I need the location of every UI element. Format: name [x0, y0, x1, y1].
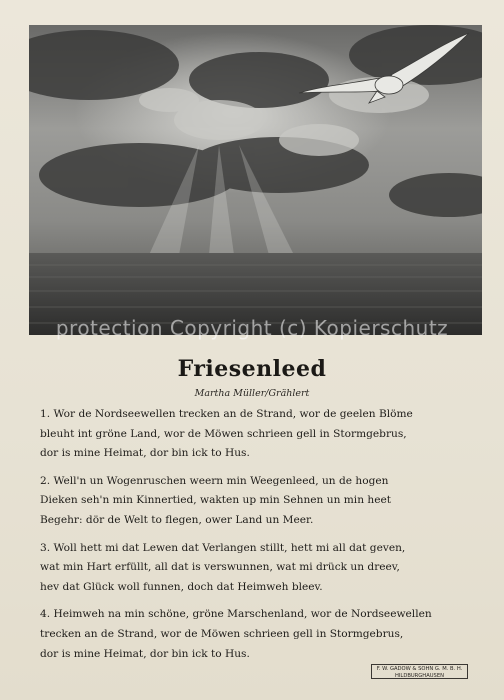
- imprint-line-2: HILDBURGHAUSEN: [395, 672, 444, 679]
- seagull-over-sea-image: [29, 25, 482, 335]
- song-author: Martha Müller/Grählert: [194, 388, 310, 399]
- song-verses: [40, 405, 480, 672]
- verse-3: [40, 539, 480, 598]
- publisher-imprint: [371, 664, 468, 679]
- verse-line: wat min Hart erfüllt, all dat is verswunnen, wat mi drück un dreev,: [40, 561, 400, 574]
- verse-line: hev dat Glück woll funnen, doch dat Heimweh bleev.: [40, 580, 323, 593]
- watermark-text: protection Copyright (c) Kopierschutz: [55, 316, 449, 340]
- imprint-line-1: F. W. GADOW & SOHN G. M. B. H.: [376, 666, 463, 672]
- verse-2: [40, 472, 480, 531]
- verse-line: Dieken seh'n min Kinnertied, wakten up min Sehnen un min heet: [40, 494, 392, 507]
- verse-line: 1. Wor de Nordseewellen trecken an de Strand, wor de geelen Blöme: [40, 408, 413, 420]
- verse-line: 2. Well'n un Wogenruschen weern min Weegenleed, un de hogen: [40, 474, 389, 487]
- verse-line: dor is mine Heimat, dor bin ick to Hus.: [40, 647, 250, 660]
- seascape-photo: [29, 25, 482, 335]
- verse-line: Begehr: dör de Welt to flegen, ower Land un Meer.: [40, 513, 314, 526]
- verse-line: 3. Woll hett mi dat Lewen dat Verlangen stillt, hett mi all dat geven,: [40, 541, 406, 554]
- verse-4: [40, 605, 480, 664]
- verse-line: trecken an de Strand, wor de Möwen schrieen gell in Stormgebrus,: [40, 627, 404, 640]
- verse-line: dor is mine Heimat, dor bin ick to Hus.: [40, 447, 250, 460]
- song-title: Friesenleed: [177, 356, 327, 382]
- verse-1: [40, 405, 480, 464]
- verse-line: 4. Heimweh na min schöne, gröne Marschenland, wor de Nordseewellen: [40, 608, 432, 621]
- verse-line: bleuht int gröne Land, wor de Möwen schrieen gell in Stormgebrus,: [40, 427, 407, 440]
